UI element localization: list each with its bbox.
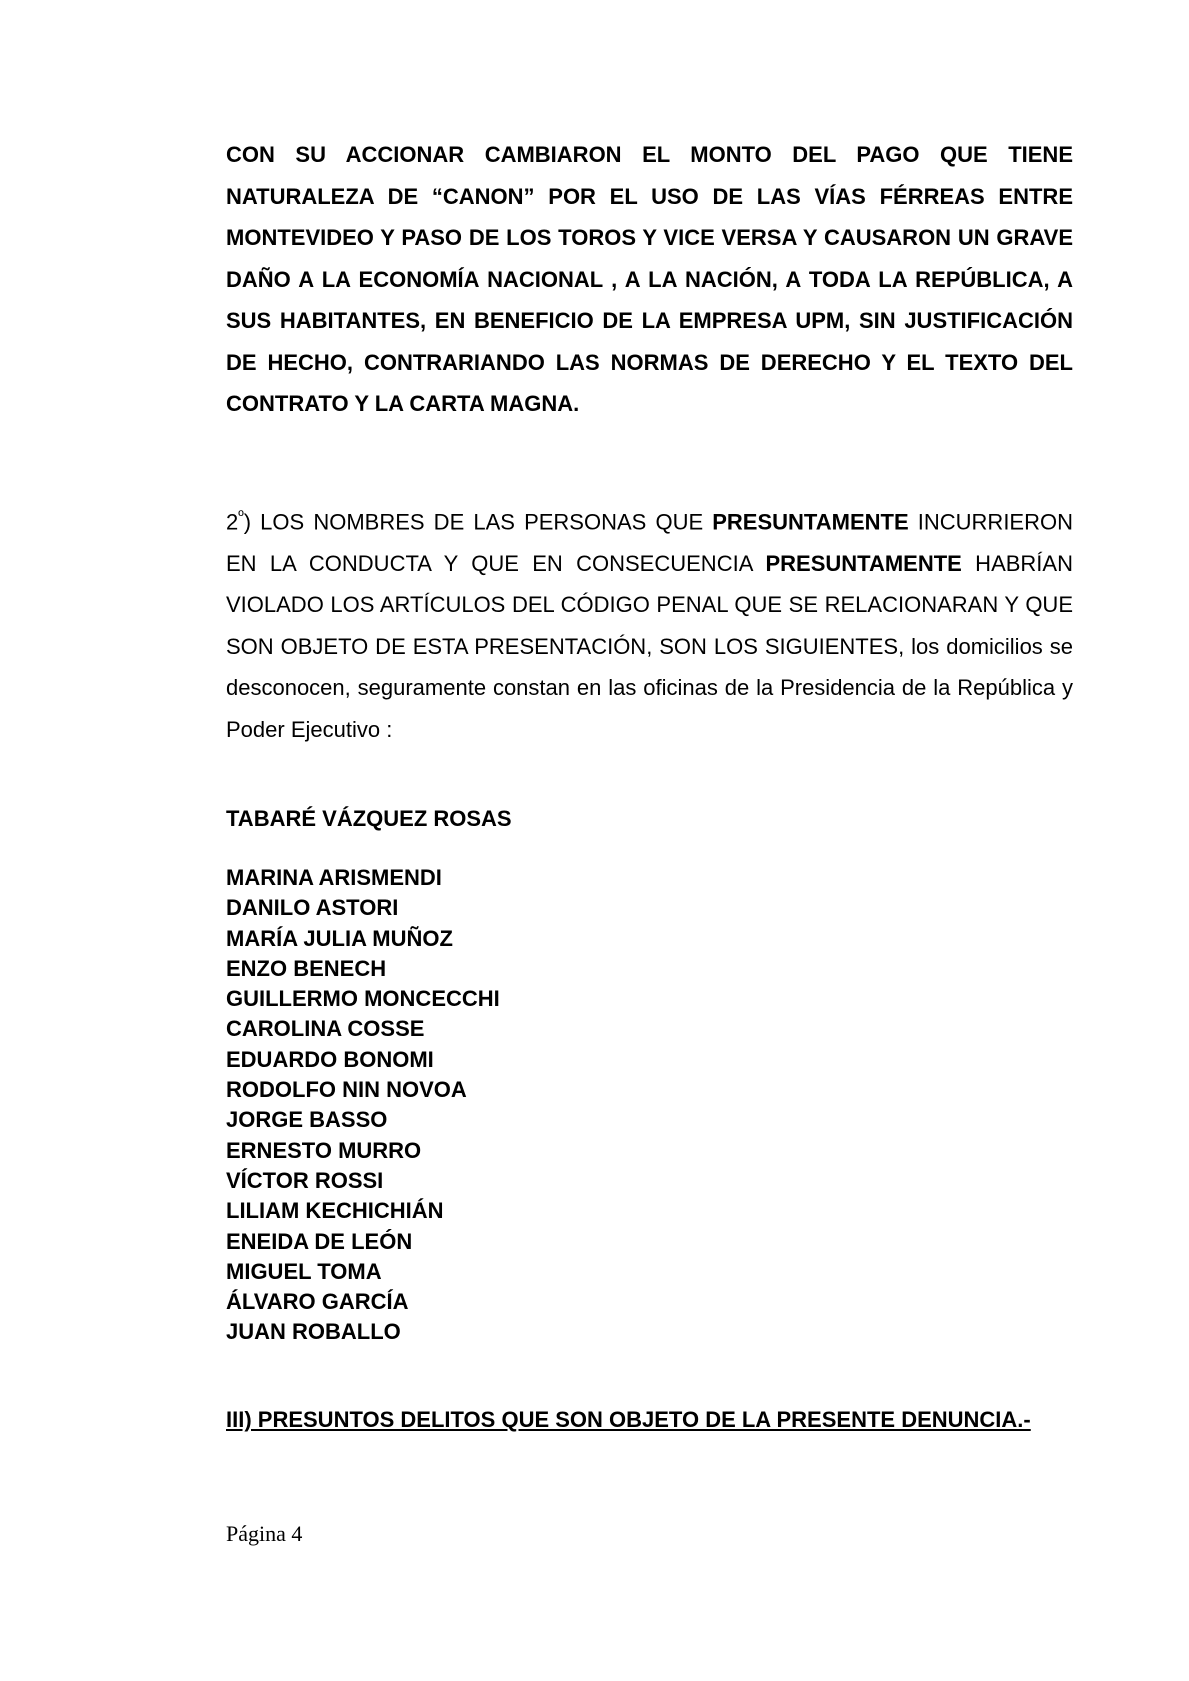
list-item: ÁLVARO GARCÍA — [226, 1289, 409, 1315]
emphasis-presuntamente-1: PRESUNTAMENTE — [712, 509, 909, 535]
list-item: VÍCTOR ROSSI — [226, 1167, 384, 1193]
list-item: MARÍA JULIA MUÑOZ — [226, 925, 453, 951]
list-item: EDUARDO BONOMI — [226, 1046, 434, 1072]
list-item: MARINA ARISMENDI — [226, 865, 442, 890]
list-item: ENEIDA DE LEÓN — [226, 1228, 413, 1254]
paragraph-segment-2: INCURRIERON EN LA CONDUCTA Y QUE EN CONSECUENCIA — [226, 509, 1073, 576]
item-number: 2 — [226, 509, 239, 535]
list-item: JORGE BASSO — [226, 1107, 388, 1133]
list-item: ENZO BENECH — [226, 955, 387, 981]
paragraph-segment-3: HABRÍAN VIOLADO LOS ARTÍCULOS DEL CÓDIGO PENAL QUE SE RELACIONARAN Y QUE SON OBJETO DE ESTA PRESENTACIÓN, SON LOS SIGUIENTES, los domicilios se desconocen, seguramente constan en las oficinas de la Presidencia de la República y Poder Ejecutivo : — [226, 550, 1073, 742]
list-item: DANILO ASTORI — [226, 895, 399, 921]
paragraph-persons-named — [226, 496, 1073, 750]
list-item: MIGUEL TOMA — [226, 1258, 382, 1284]
names-list — [226, 863, 500, 1348]
list-item: GUILLERMO MONCECCHI — [226, 986, 500, 1012]
section-heading: III) PRESUNTOS DELITOS QUE SON OBJETO DE LA PRESENTE DENUNCIA.- — [226, 1407, 1031, 1432]
president-name: TABARÉ VÁZQUEZ ROSAS — [226, 806, 512, 831]
list-item: CAROLINA COSSE — [226, 1016, 425, 1042]
page-number: Página 4 — [226, 1521, 303, 1546]
paragraph-segment-1: ) LOS NOMBRES DE LAS PERSONAS QUE — [243, 509, 713, 535]
emphasis-presuntamente-2: PRESUNTAMENTE — [765, 550, 962, 576]
list-item: RODOLFO NIN NOVOA — [226, 1077, 467, 1103]
list-item: LILIAM KECHICHIÁN — [226, 1198, 444, 1224]
list-item: JUAN ROBALLO — [226, 1319, 401, 1345]
list-item: ERNESTO MURRO — [226, 1137, 422, 1163]
item-number-ordinal: º — [238, 508, 244, 525]
paragraph-canon-payment: CON SU ACCIONAR CAMBIARON EL MONTO DEL PAGO QUE TIENE NATURALEZA DE “CANON” POR EL USO DE LAS VÍAS FÉRREAS ENTRE MONTEVIDEO Y PASO DE LOS TOROS Y VICE VERSA Y CAUSARON UN GRAVE DAÑO A LA ECONOMÍA NACIONAL , A LA NACIÓN, A TODA LA REPÚBLICA, A SUS HABITANTES, EN BENEFICIO DE LA EMPRESA UPM, SIN JUSTIFICACIÓN DE HECHO, CONTRARIANDO LAS NORMAS DE DERECHO Y EL TEXTO DEL CONTRATO Y LA CARTA MAGNA. — [226, 142, 1073, 416]
